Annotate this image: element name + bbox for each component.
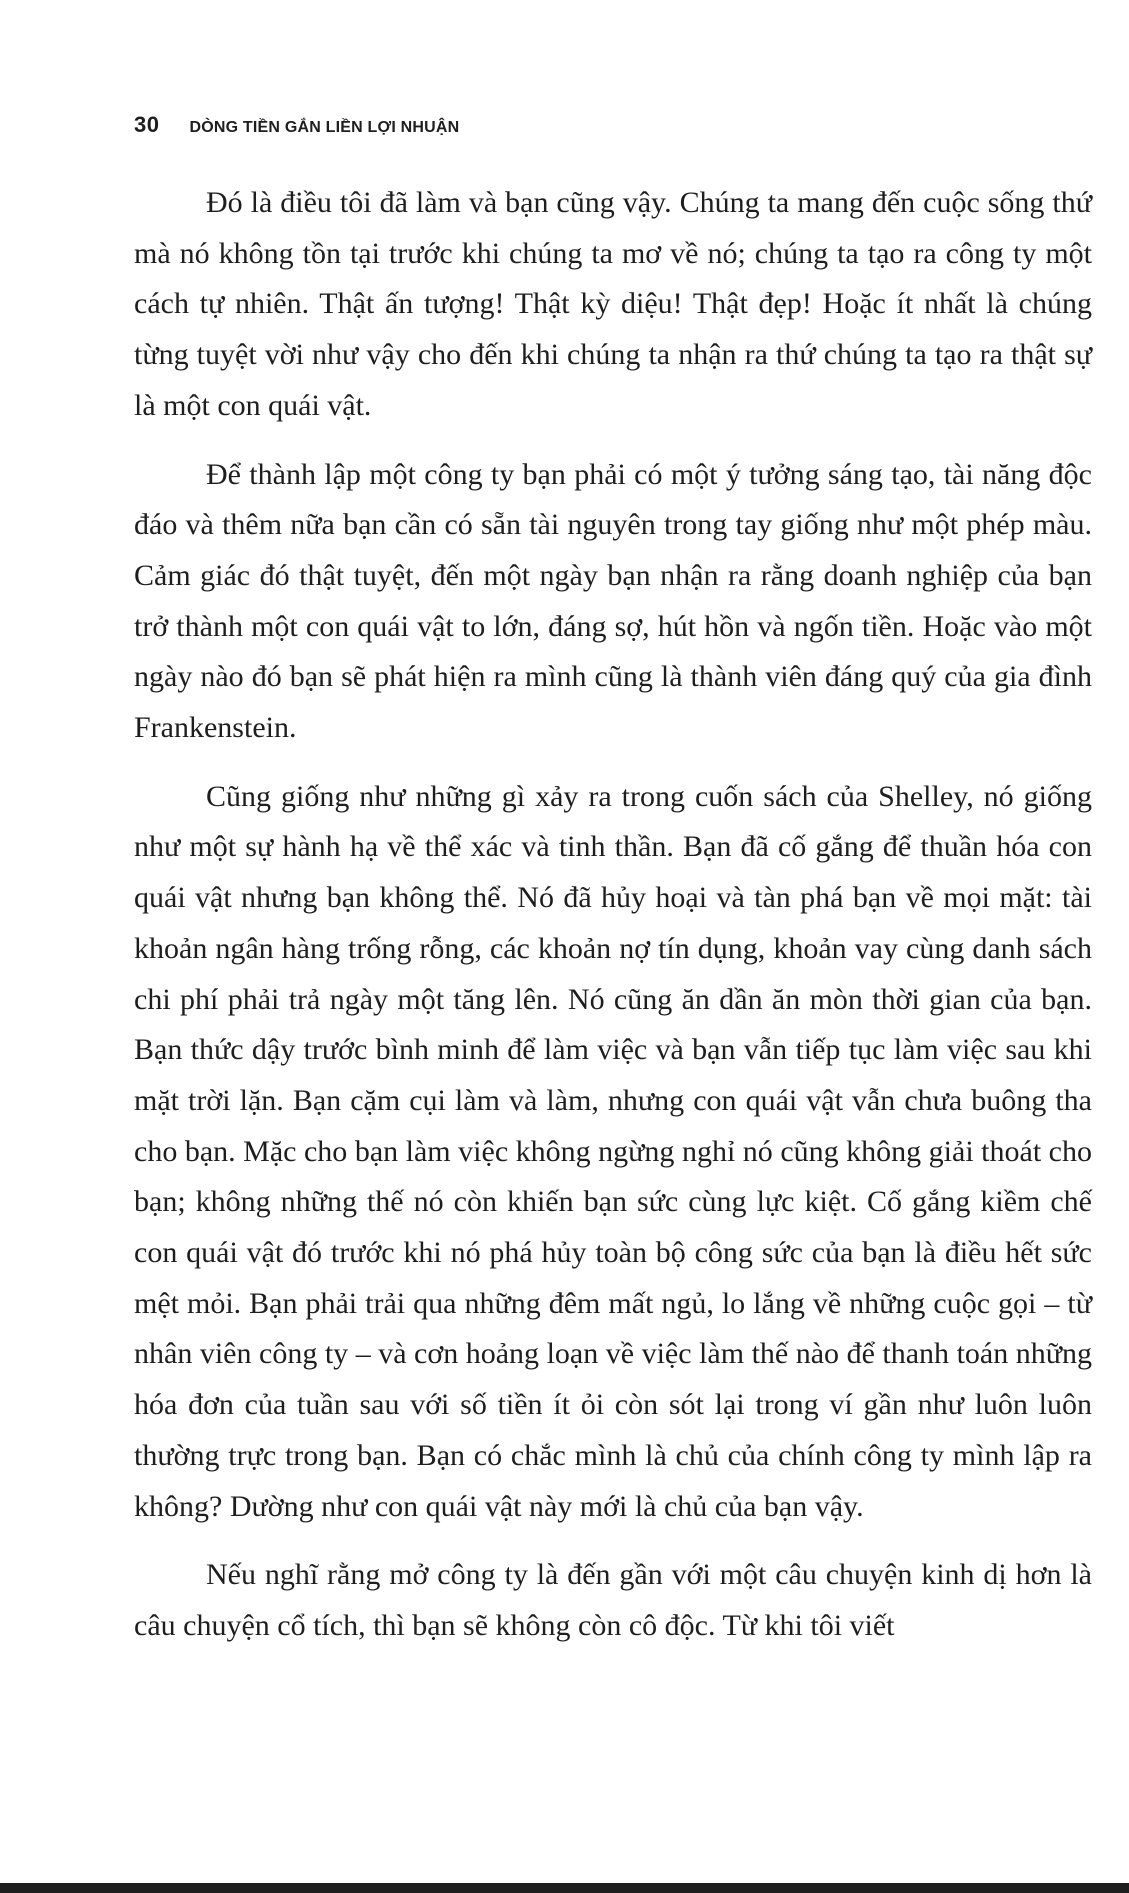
body-text [134,178,1092,1652]
paragraph: Nếu nghĩ rằng mở công ty là đến gần với một câu chuyện kinh dị hơn là câu chuyện cổ tích, thì bạn sẽ không còn cô độc. Từ khi tôi viết [134,1558,1092,1642]
paragraph: Đó là điều tôi đã làm và bạn cũng vậy. Chúng ta mang đến cuộc sống thứ mà nó không tồn tại trước khi chúng ta mơ về nó; chúng ta tạo ra công ty một cách tự nhiên. Thật ấn tượng! Thật kỳ diệu! Thật đẹp! Hoặc ít nhất là chúng từng tuyệt vời như vậy cho đến khi chúng ta nhận ra thứ chúng ta tạo ra thật sự là một con quái vật. [134,186,1092,422]
paragraph: Cũng giống như những gì xảy ra trong cuốn sách của Shelley, nó giống như một sự hành hạ về thể xác và tinh thần. Bạn đã cố gắng để thuần hóa con quái vật nhưng bạn không thể. Nó đã hủy hoại và tàn phá bạn về mọi mặt: tài khoản ngân hàng trống rỗng, các khoản nợ tín dụng, khoản vay cùng danh sách chi phí phải trả ngày một tăng lên. Nó cũng ăn dần ăn mòn thời gian của bạn. Bạn thức dậy trước bình minh để làm việc và bạn vẫn tiếp tục làm việc sau khi mặt trời lặn. Bạn cặm cụi làm và làm, nhưng con quái vật vẫn chưa buông tha cho bạn. Mặc cho bạn làm việc không ngừng nghỉ nó cũng không giải thoát cho bạn; không những thế nó còn khiến bạn sức cùng lực kiệt. Cố gắng kiềm chế con quái vật đó trước khi nó phá hủy toàn bộ công sức của bạn là điều hết sức mệt mỏi. Bạn phải trải qua những đêm mất ngủ, lo lắng về những cuộc gọi – từ nhân viên công ty – và cơn hoảng loạn về việc làm thế nào để thanh toán những hóa đơn của tuần sau với số tiền ít ỏi còn sót lại trong ví gần như luôn luôn thường trực trong bạn. Bạn có chắc mình là chủ của chính công ty mình lập ra không? Dường như con quái vật này mới là chủ của bạn vậy. [134,779,1092,1523]
page-number: 30 [134,112,160,137]
running-header [134,112,459,144]
paragraph: Để thành lập một công ty bạn phải có một ý tưởng sáng tạo, tài năng độc đáo và thêm nữa bạn cần có sẵn tài nguyên trong tay giống như một phép màu. Cảm giác đó thật tuyệt, đến một ngày bạn nhận ra rằng doanh nghiệp của bạn trở thành một con quái vật to lớn, đáng sợ, hút hồn và ngốn tiền. Hoặc vào một ngày nào đó bạn sẽ phát hiện ra mình cũng là thành viên đáng quý của gia đình Frankenstein. [134,457,1092,745]
book-title: DÒNG TIỀN GẮN LIỀN LỢI NHUẬN [189,119,460,136]
scan-bottom-edge [0,1883,1129,1893]
